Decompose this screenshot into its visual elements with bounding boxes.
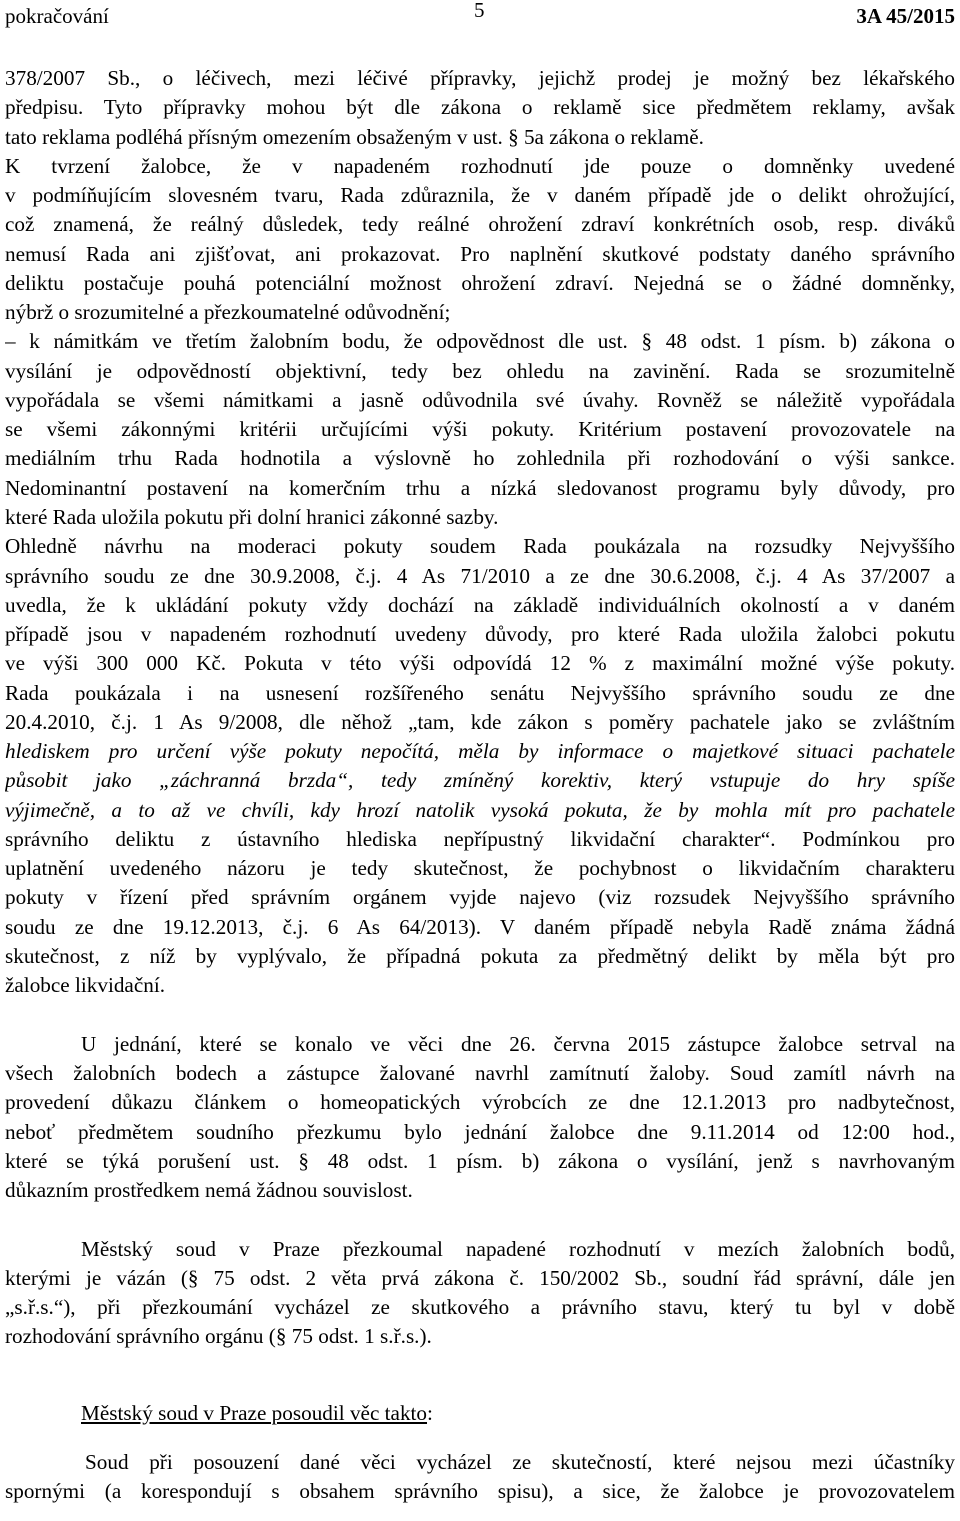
text-line: soudu ze dne 19.12.2013, č.j. 6 As 64/2013). V daném případě nebyla Radě známa žádná (5, 914, 955, 939)
text-line: kterými je vázán (§ 75 odst. 2 věta prvá zákona č. 150/2002 Sb., soudní řád správní, dále jen (5, 1265, 955, 1290)
text-line: správního deliktu z ústavního hlediska nepřípustný likvidační charakter“. Podmínkou pro (5, 826, 955, 851)
text-line: uplatnění uvedeného názoru je tedy skutečnost, že pochybnost o likvidačním charakteru (5, 856, 955, 881)
text-line: mediálním trhu Rada hodnotila a výslovně ho zohlednila při rozhodování o výši sankce. (5, 446, 955, 471)
text-line: tato reklama podléhá přísným omezením obsaženým v ust. § 5a zákona o reklamě. (5, 124, 704, 149)
text-line: nemusí Rada ani zjišťovat, ani prokazovat. Pro naplnění skutkové podstaty daného správního (5, 241, 955, 266)
text-line: Soud při posouzení dané věci vycházel ze skutečností, které nejsou mezi účastníky (85, 1449, 955, 1474)
text-line: se všemi zákonnými kritérii určujícími výši pokuty. Kritérium postavení provozovatele na (5, 417, 955, 442)
text-line: předpisu. Tyto přípravky mohou být dle zákona o reklamě sice předmětem reklamy, avšak (5, 95, 955, 120)
text-line: což znamená, že reálný důsledek, tedy reálné ohrožení zdraví konkrétních osob, resp. diváků (5, 212, 955, 237)
text-line: pokuty v řízení před správním orgánem vyjde najevo (viz rozsudek Nejvyššího správního (5, 885, 955, 910)
text-line: 20.4.2010, č.j. 1 As 9/2008, dle něhož „tam, kde zákon s poměry pachatele jako se zvláštním (5, 709, 955, 734)
text-line: provedení důkazu článkem o homeopatických výrobcích ze dne 12.1.2013 pro nadbytečnost, (5, 1090, 955, 1115)
text-line: všech žalobních bodech a zástupce žalované navrhl zamítnutí žaloby. Soud zamítl návrh na (5, 1061, 955, 1086)
section-heading (5, 1399, 955, 1428)
text-line: „s.ř.s.“), při přezkoumání vycházel ze skutkového a právního stavu, který tu byl v době (5, 1295, 955, 1320)
text-line: Nedominantní postavení na komerčním trhu a nízká sledovanost programu byly důvody, pro (5, 475, 955, 500)
text-line: – k námitkám ve třetím žalobním bodu, že odpovědnost dle ust. § 48 odst. 1 písm. b) zákona o (5, 329, 955, 354)
text-line: Rada poukázala i na usnesení rozšířeného senátu Nejvyššího správního soudu ze dne (5, 680, 955, 705)
text-line: nýbrž o srozumitelné a přezkoumatelné odůvodnění; (5, 300, 451, 325)
paragraph-gap (5, 1001, 955, 1030)
text-line: správního soudu ze dne 30.9.2008, č.j. 4 As 71/2010 a ze dne 30.6.2008, č.j. 4 As 37/2007 a (5, 563, 955, 588)
running-header (5, 2, 955, 30)
text-line: ve výši 300 000 Kč. Pokuta v této výši odpovídá 12 % z maximální možné výše pokuty. (5, 651, 955, 676)
text-line: důkazním prostředkem nemá žádnou souvislost. (5, 1178, 413, 1203)
text-line: vysílání je odpovědností objektivní, tedy bez ohledu na zavinění. Rada se srozumitelně (5, 358, 955, 383)
document-body (5, 64, 955, 1506)
text-line: K tvrzení žalobce, že v napadeném rozhodnutí jde pouze o domněnky uvedené (5, 153, 955, 178)
text-line: v podmíňujícím slovesném tvaru, Rada zdůraznila, že v daném případě jde o delikt ohrožující, (5, 183, 955, 208)
paragraph-gap (5, 1205, 955, 1234)
case-number: 3A 45/2015 (856, 4, 955, 28)
section-heading-text: Městský soud v Praze posoudil věc takto (81, 1400, 428, 1425)
text-line: U jednání, které se konalo ve věci dne 26. června 2015 zástupce žalobce setrval na (81, 1031, 955, 1056)
text-line: rozhodování správního orgánu (§ 75 odst. 1 s.ř.s.). (5, 1324, 432, 1349)
quoted-line: hlediskem pro určení výše pokuty nepočítá, měla by informace o majetkové situaci pachatele (5, 739, 955, 764)
text-line: uvedla, že k ukládání pokuty vždy dochází na základě individuálních okolností a v daném (5, 592, 955, 617)
text-line: neboť předmětem soudního přezkumu bylo jednání žalobce dne 9.11.2014 od 12:00 hod., (5, 1119, 955, 1144)
text-line: Městský soud v Praze přezkoumal napadené rozhodnutí v mezích žalobních bodů, (81, 1236, 955, 1261)
text-line: deliktu postačuje pouhá potenciální možnost ohrožení zdraví. Nejedná se o žádné domněnky, (5, 270, 955, 295)
text-line: žalobce likvidační. (5, 973, 166, 998)
text-line: které Rada uložila pokutu při dolní hranici zákonné sazby. (5, 504, 499, 529)
text-line: 378/2007 Sb., o léčivech, mezi léčivé přípravky, jejichž prodej je možný bez lékařského (5, 66, 955, 90)
text-line: Ohledně návrhu na moderaci pokuty soudem Rada poukázala na rozsudky Nejvyššího (5, 534, 955, 559)
text-line: vypořádala se všemi námitkami a jasně odůvodnila své úvahy. Rovněž se náležitě vypořádala (5, 387, 955, 412)
quoted-line: působit jako „záchranná brzda“, tedy zmíněný korektiv, který vstupuje do hry spíše (5, 768, 955, 793)
section-heading-colon: : (427, 1400, 433, 1425)
page-number: 5 (474, 0, 485, 22)
quoted-line: výjimečně, a to až ve chvíli, kdy hrozí natolik vysoká pokuta, že by mohla mít pro pachatele (5, 797, 955, 822)
text-line: případě jsou v napadeném rozhodnutí uvedeny důvody, pro které Rada uložila žalobci pokutu (5, 622, 955, 647)
text-line: skutečnost, z níž by vyplývalo, že případná pokuta za předmětný delikt by měla být pro (5, 943, 955, 968)
continuation-label: pokračování (5, 4, 109, 28)
text-line: které se týká porušení ust. § 48 odst. 1 písm. b) zákona o vysílání, jenž s navrhovaným (5, 1148, 955, 1173)
paragraph-gap (5, 1352, 955, 1399)
text-line: spornými (a korespondují s obsahem správního spisu), a sice, že žalobce je provozovatelem (5, 1479, 955, 1504)
paragraph-gap (5, 1428, 955, 1448)
